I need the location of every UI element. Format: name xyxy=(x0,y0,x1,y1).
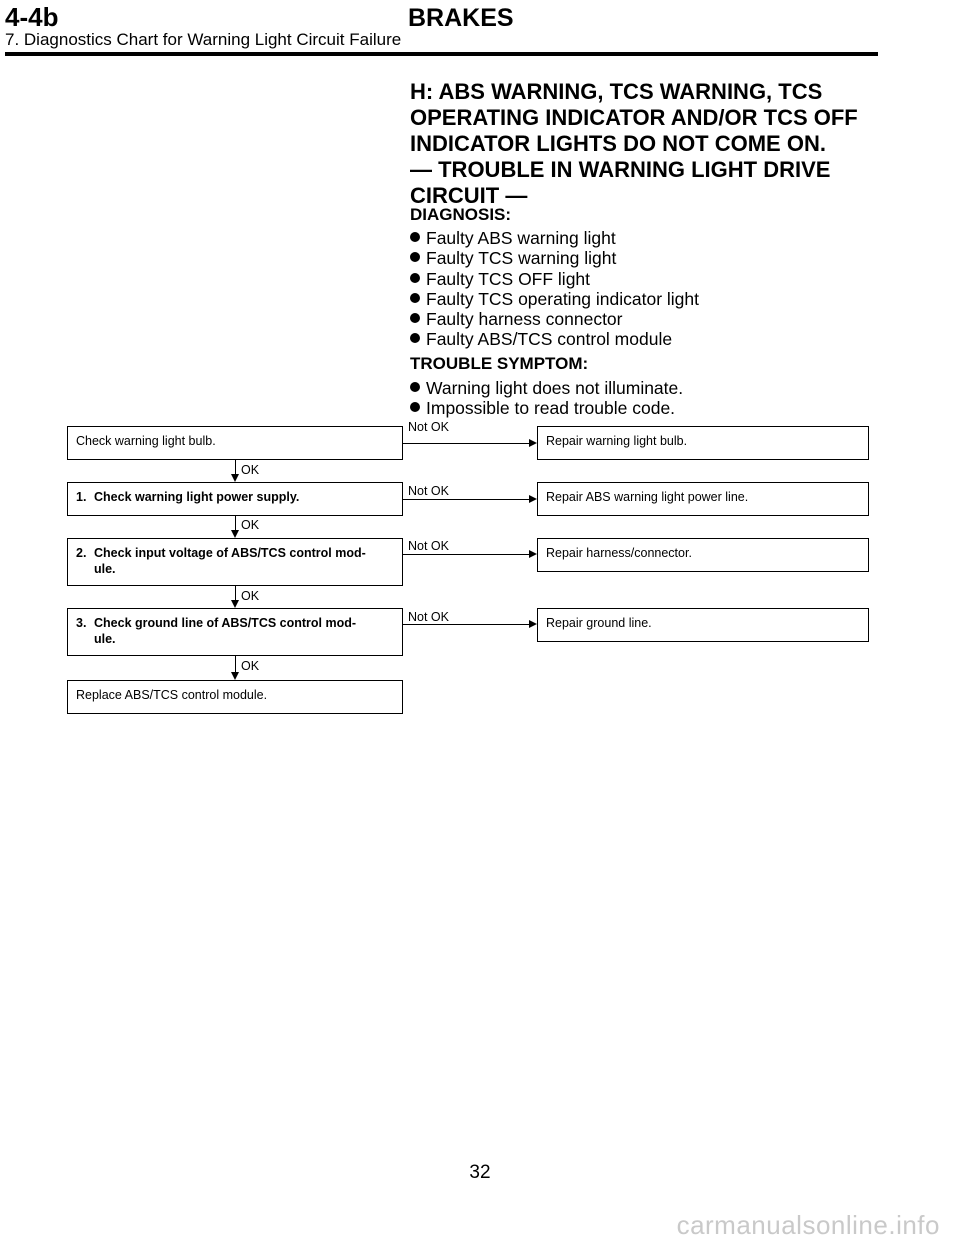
bullet-icon xyxy=(410,293,420,303)
flow-step-3 xyxy=(67,608,403,656)
arrow-down-icon xyxy=(231,530,239,538)
diagnosis-label: DIAGNOSIS: xyxy=(410,205,512,224)
step-text: ule. xyxy=(94,562,116,576)
arrow-right-icon xyxy=(529,439,537,447)
not-ok-label: Not OK xyxy=(408,539,449,553)
list-item: Impossible to read trouble code. xyxy=(410,398,683,418)
connector-line xyxy=(403,443,529,444)
repair-text: Repair ABS warning light power line. xyxy=(546,490,749,504)
diagnosis-list xyxy=(410,228,699,350)
page-number: 32 xyxy=(469,1162,491,1183)
not-ok-label: Not OK xyxy=(408,484,449,498)
bullet-icon xyxy=(410,402,420,412)
repair-text: Repair harness/connector. xyxy=(546,546,692,560)
step-number: 2. xyxy=(76,546,87,560)
ok-label: OK xyxy=(241,589,260,603)
flow-step-1 xyxy=(67,482,403,516)
arrow-down-icon xyxy=(231,474,239,482)
connector-line xyxy=(403,624,529,625)
list-item: Faulty ABS/TCS control module xyxy=(410,329,699,349)
bullet-icon xyxy=(410,232,420,242)
step-number: 1. xyxy=(76,490,87,504)
heading-line: INDICATOR LIGHTS DO NOT COME ON. xyxy=(410,131,826,156)
repair-box xyxy=(537,608,869,642)
heading-line: OPERATING INDICATOR AND/OR TCS OFF xyxy=(410,105,858,130)
ok-label: OK xyxy=(241,659,260,673)
bullet-icon xyxy=(410,313,420,323)
arrow-down-icon xyxy=(231,672,239,680)
list-item: Faulty TCS OFF light xyxy=(410,269,699,289)
section-title: BRAKES xyxy=(408,4,514,32)
header-rule xyxy=(5,52,878,56)
page-heading xyxy=(410,79,880,209)
heading-line: H: ABS WARNING, TCS WARNING, TCS xyxy=(410,79,823,104)
step-text: Check warning light power supply. xyxy=(94,490,300,504)
arrow-right-icon xyxy=(529,620,537,628)
bullet-icon xyxy=(410,333,420,343)
step-number: 3. xyxy=(76,616,87,630)
step-text: ule. xyxy=(94,632,116,646)
bullet-icon xyxy=(410,382,420,392)
repair-box xyxy=(537,482,869,516)
repair-box xyxy=(537,538,869,572)
step-text: Replace ABS/TCS control module. xyxy=(76,688,268,702)
list-item: Faulty ABS warning light xyxy=(410,228,699,248)
ok-label: OK xyxy=(241,463,260,477)
list-item: Warning light does not illuminate. xyxy=(410,378,683,398)
symptom-list xyxy=(410,378,683,419)
step-text: Check input voltage of ABS/TCS control mod- xyxy=(94,546,366,560)
list-item: Faulty TCS warning light xyxy=(410,248,699,268)
arrow-down-icon xyxy=(231,600,239,608)
not-ok-label: Not OK xyxy=(408,420,449,434)
list-item: Faulty harness connector xyxy=(410,309,699,329)
section-subtitle: 7. Diagnostics Chart for Warning Light Circuit Failure xyxy=(5,30,402,49)
bullet-icon xyxy=(410,273,420,283)
connector-line xyxy=(235,656,236,672)
heading-line: CIRCUIT — xyxy=(410,183,528,208)
connector-line xyxy=(235,460,236,474)
flow-step-check-bulb xyxy=(67,426,403,460)
list-item: Faulty TCS operating indicator light xyxy=(410,289,699,309)
connector-line xyxy=(403,499,529,500)
not-ok-label: Not OK xyxy=(408,610,449,624)
step-text: Check warning light bulb. xyxy=(76,434,216,448)
watermark: carmanualsonline.info xyxy=(676,1210,940,1240)
repair-text: Repair warning light bulb. xyxy=(546,434,688,448)
repair-text: Repair ground line. xyxy=(546,616,652,630)
section-code: 4-4b xyxy=(5,2,59,32)
flow-step-2 xyxy=(67,538,403,586)
arrow-right-icon xyxy=(529,495,537,503)
connector-line xyxy=(235,586,236,600)
connector-line xyxy=(403,554,529,555)
step-text: Check ground line of ABS/TCS control mod- xyxy=(94,616,357,630)
ok-label: OK xyxy=(241,518,260,532)
flow-step-replace-module xyxy=(67,680,403,714)
repair-box xyxy=(537,426,869,460)
bullet-icon xyxy=(410,252,420,262)
arrow-right-icon xyxy=(529,550,537,558)
connector-line xyxy=(235,516,236,530)
symptom-label: TROUBLE SYMPTOM: xyxy=(410,354,589,373)
heading-line: — TROUBLE IN WARNING LIGHT DRIVE xyxy=(410,157,831,182)
